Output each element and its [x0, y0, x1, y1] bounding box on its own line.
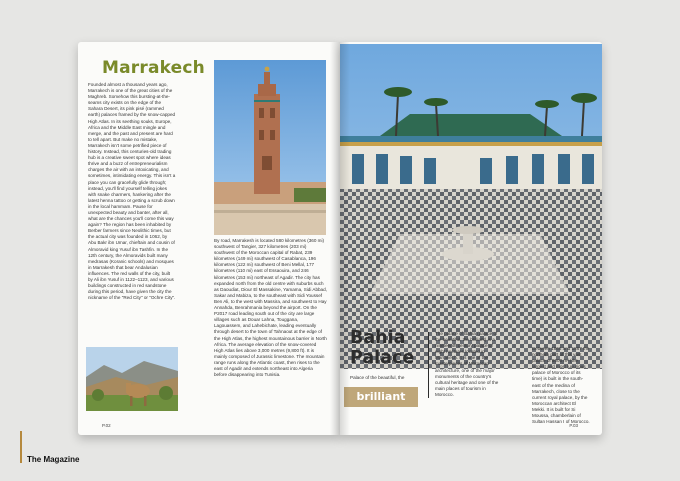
- page-title: Marrakech: [102, 58, 205, 78]
- brilliant-badge: brilliant: [344, 387, 418, 407]
- footer-accent-bar: [20, 431, 22, 463]
- magazine-spread: [78, 42, 602, 435]
- article-column-2: By road, Marrakesh is located 580 kilometres (360 mi) southwest of Tangier, 327 kilometres (203 mi) southwest of the Moroccan capital of Rabat, 239 kilometres (149 mi) southwest of Casablanca, 196 kilometres (122 mi) southwest of Beni Mellal, 177 kilometres (110 mi) east of Essaouira, and 246 kilometres (153 mi) northeast of Agadir. The city has expanded north from the old centre with suburbs such as Daoudiat, Diour El Massakine, Yamama, Sidi Abbad, Sakar and Mabiza, to the southeast with Sidi Youssef Ben Ali, to the west with Massira, and southwest to Hay Annahda, Benrahmania beyond the airport. On the P2017 road leading south out of the city are large villages such as Douar Lahna, Touggana, Lagouassem, and Lahebichate, leading eventually through desert to the town of Tahnaout at the edge of the High Atlas, the highest mountainous barrier in North Africa. The average elevation of the snow-covered High Atlas lies above 3,000 metres (9,800 ft). It is mainly composed of Jurassic limestone. The mountain range runs along the Atlantic coast, then rises to the east of Agadir and extends northeast into Algeria before disappearing into Tunisia.: [214, 238, 327, 378]
- bahia-palace-title: [350, 328, 426, 368]
- koutoubia-mosque-photo: [214, 60, 326, 235]
- right-page: [340, 42, 602, 435]
- bahia-palace-courtyard-photo: [340, 44, 602, 369]
- left-page: [78, 42, 340, 435]
- page-number-left: P.02: [102, 423, 111, 428]
- article-column-4: Between 1866 and 1867 the northern part of this vast palace of 8000 m² (the largest and most luxurious palace of Morocco of its time) is built in the south-east of the medina of Marrakech, close to the current royal palace, by the Moroccan architect El Mekki. It is built for Si Moussa, chamberlain of Sultan Hassan I of Morocco.: [532, 346, 590, 425]
- article-column-1: Founded almost a thousand years ago, Marrakech is one of the great cities of the Maghreb. Somehow this bursting-at-the-seams city exists on the edge of the Sahara Desert, its pink pisé (rammed earth) palaces framed by the snow-capped High Atlas. In its seething souks, Europe, Africa and the Middle East mingle and merge, and the past and present are hard to tell apart. But make no mistake, Marrakech isn't some petrified piece of history. Instead, this centuries-old trading hub is a creative sweet spot where ideas thrive and a buzz of entrepreneurialism charges the air with an intoxicating, and sometimes, intimidating energy. This isn't a place you can gracefully glide through; instead, you'll find yourself telling jokes with snake charmers, hankering after the latest henna tattoo or getting a scrub down in the local hammam. Pause for unexpected beauty and banter, after all, what are the chances you'll come this way again? The region has been inhabited by Berber farmers since Neolithic times, but the actual city was founded in 1062, by Abu Bakr ibn Umar, chieftain and cousin of Almoravid king Yusuf ibn Tashfin. In the 12th century, the Almoravids built many medrasas (Koranic schools) and mosques in Marrakesh that bear Andalusian influences. The red walls of the city, built by Ali ibn Yusuf in 1122–1123, and various buildings constructed in red sandstone during this period, have given the city the nickname of the "Red City" or "Ochre City".: [88, 82, 176, 301]
- bahia-title-line-2: Palace: [350, 348, 415, 368]
- page-number-right: P.03: [569, 423, 578, 428]
- bahia-title-line-1: Bahia: [350, 328, 406, 348]
- article-column-3: The palace of Bahia (palace of the beautiful, the brilliant) is a nineteenth century palace of eight hectares located in Marrakech. It is one of the masterpieces of Moroccan architecture, one of the major monuments of the country's cultural heritage and one of the main places of tourism in Morocco.: [435, 331, 499, 397]
- camel-desert-photo: [86, 347, 178, 411]
- magazine-label: The Magazine: [27, 455, 80, 464]
- column-divider: [428, 332, 429, 398]
- subtitle-caption: Palace of the beautiful, the: [350, 375, 405, 380]
